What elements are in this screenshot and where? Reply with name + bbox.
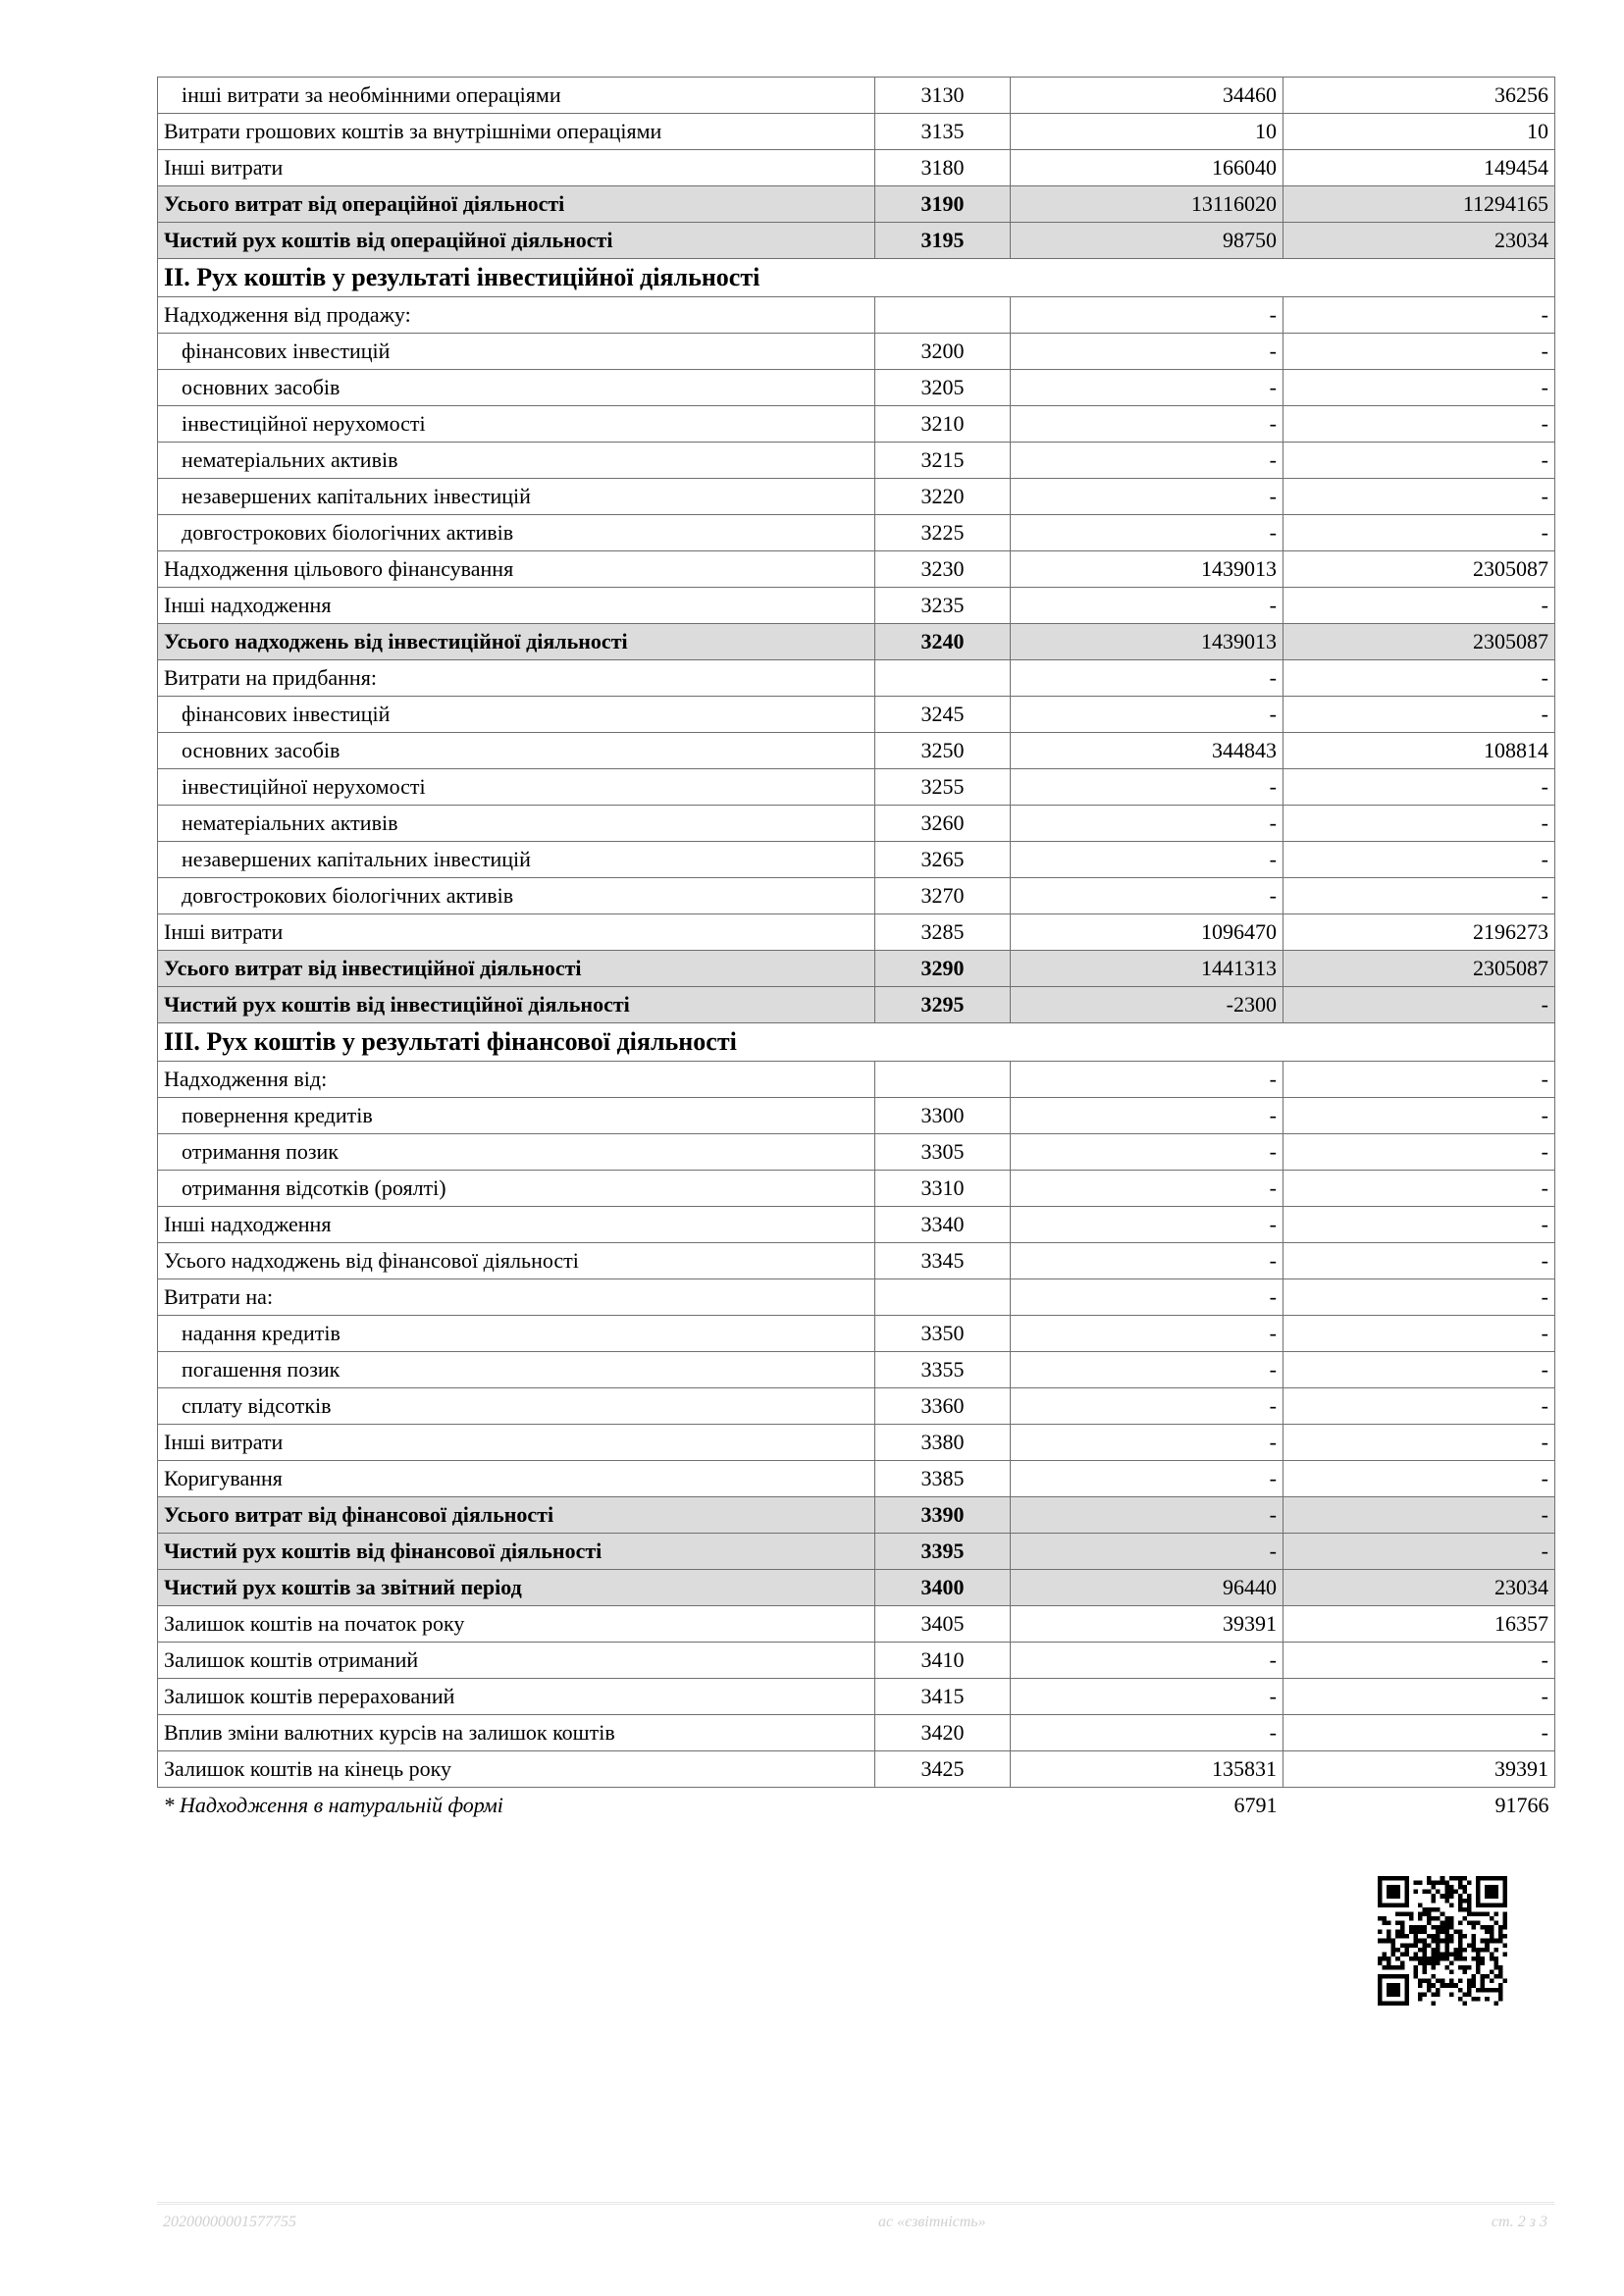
value-previous-period: - bbox=[1283, 1207, 1555, 1243]
value-current-period: -2300 bbox=[1011, 987, 1283, 1023]
footnote-value-previous: 91766 bbox=[1494, 1793, 1549, 1817]
value-current-period: 1439013 bbox=[1011, 551, 1283, 588]
footer-divider bbox=[157, 2202, 1554, 2205]
value-previous-period: - bbox=[1283, 806, 1555, 842]
table-row bbox=[158, 551, 1555, 588]
row-code: 3210 bbox=[875, 406, 1011, 443]
row-label: Інші надходження bbox=[158, 1207, 875, 1243]
value-previous-period: - bbox=[1283, 334, 1555, 370]
value-current-period: - bbox=[1011, 1534, 1283, 1570]
value-current-period: - bbox=[1011, 660, 1283, 697]
row-code: 3240 bbox=[875, 624, 1011, 660]
row-label: Надходження від продажу: bbox=[158, 297, 875, 334]
document-id: 20200000001577755 bbox=[163, 2214, 296, 2230]
value-current-period: - bbox=[1011, 1316, 1283, 1352]
row-code: 3200 bbox=[875, 334, 1011, 370]
row-label: погашення позик bbox=[158, 1352, 875, 1388]
table-row bbox=[158, 588, 1555, 624]
row-label: незавершених капітальних інвестицій bbox=[158, 479, 875, 515]
table-row bbox=[158, 1243, 1555, 1279]
table-row bbox=[158, 114, 1555, 150]
row-label: нематеріальних активів bbox=[158, 443, 875, 479]
row-code: 3245 bbox=[875, 697, 1011, 733]
row-label: інвестиційної нерухомості bbox=[158, 769, 875, 806]
row-code: 3255 bbox=[875, 769, 1011, 806]
row-code: 3395 bbox=[875, 1534, 1011, 1570]
row-code: 3300 bbox=[875, 1098, 1011, 1134]
row-label: Інші витрати bbox=[158, 1425, 875, 1461]
value-current-period: - bbox=[1011, 443, 1283, 479]
table-row bbox=[158, 1497, 1555, 1534]
row-label: Вплив зміни валютних курсів на залишок коштів bbox=[158, 1715, 875, 1751]
value-current-period: - bbox=[1011, 1207, 1283, 1243]
row-code: 3205 bbox=[875, 370, 1011, 406]
value-current-period: - bbox=[1011, 1643, 1283, 1679]
table-row bbox=[158, 297, 1555, 334]
table-row bbox=[158, 150, 1555, 186]
row-label: Інші витрати bbox=[158, 914, 875, 951]
value-previous-period: - bbox=[1283, 987, 1555, 1023]
table-row bbox=[158, 1643, 1555, 1679]
value-current-period: 1439013 bbox=[1011, 624, 1283, 660]
table-row bbox=[158, 842, 1555, 878]
row-label: основних засобів bbox=[158, 733, 875, 769]
row-code: 3400 bbox=[875, 1570, 1011, 1606]
table-row bbox=[158, 987, 1555, 1023]
value-previous-period: - bbox=[1283, 1243, 1555, 1279]
row-label: Коригування bbox=[158, 1461, 875, 1497]
table-row bbox=[158, 1751, 1555, 1788]
row-code: 3350 bbox=[875, 1316, 1011, 1352]
row-code: 3360 bbox=[875, 1388, 1011, 1425]
value-previous-period: - bbox=[1283, 406, 1555, 443]
value-previous-period: - bbox=[1283, 1316, 1555, 1352]
value-previous-period: - bbox=[1283, 370, 1555, 406]
row-code: 3260 bbox=[875, 806, 1011, 842]
row-label: Надходження цільового фінансування bbox=[158, 551, 875, 588]
value-previous-period: - bbox=[1283, 1171, 1555, 1207]
table-row bbox=[158, 515, 1555, 551]
row-code bbox=[875, 660, 1011, 697]
row-code bbox=[875, 1279, 1011, 1316]
value-previous-period: - bbox=[1283, 697, 1555, 733]
value-previous-period: - bbox=[1283, 1098, 1555, 1134]
table-row bbox=[158, 1316, 1555, 1352]
value-current-period: - bbox=[1011, 406, 1283, 443]
row-code: 3190 bbox=[875, 186, 1011, 223]
value-current-period: 98750 bbox=[1011, 223, 1283, 259]
value-current-period: - bbox=[1011, 1352, 1283, 1388]
section-title: II. Рух коштів у результаті інвестиційної діяльності bbox=[158, 259, 1555, 297]
value-previous-period: - bbox=[1283, 769, 1555, 806]
row-code: 3420 bbox=[875, 1715, 1011, 1751]
value-previous-period: 23034 bbox=[1283, 223, 1555, 259]
value-current-period: - bbox=[1011, 1388, 1283, 1425]
row-code: 3270 bbox=[875, 878, 1011, 914]
row-label: основних засобів bbox=[158, 370, 875, 406]
value-current-period: 1441313 bbox=[1011, 951, 1283, 987]
row-code: 3380 bbox=[875, 1425, 1011, 1461]
table-row bbox=[158, 1715, 1555, 1751]
value-previous-period: - bbox=[1283, 1388, 1555, 1425]
table-row bbox=[158, 951, 1555, 987]
footnote-value-current: 6791 bbox=[1233, 1793, 1278, 1817]
row-code: 3425 bbox=[875, 1751, 1011, 1788]
value-current-period: 39391 bbox=[1011, 1606, 1283, 1643]
section-heading-row bbox=[158, 259, 1555, 297]
row-label: інвестиційної нерухомості bbox=[158, 406, 875, 443]
table-row bbox=[158, 1279, 1555, 1316]
row-label: Усього надходжень від фінансової діяльності bbox=[158, 1243, 875, 1279]
value-current-period: - bbox=[1011, 806, 1283, 842]
row-code: 3250 bbox=[875, 733, 1011, 769]
value-current-period: 344843 bbox=[1011, 733, 1283, 769]
value-previous-period: 16357 bbox=[1283, 1606, 1555, 1643]
value-current-period: - bbox=[1011, 1497, 1283, 1534]
row-code: 3135 bbox=[875, 114, 1011, 150]
row-label: Чистий рух коштів від операційної діяльності bbox=[158, 223, 875, 259]
table-row bbox=[158, 806, 1555, 842]
table-row bbox=[158, 660, 1555, 697]
table-row bbox=[158, 479, 1555, 515]
value-current-period: 10 bbox=[1011, 114, 1283, 150]
table-row bbox=[158, 1207, 1555, 1243]
qr-code-icon bbox=[1378, 1876, 1507, 2006]
value-current-period: - bbox=[1011, 334, 1283, 370]
table-row bbox=[158, 223, 1555, 259]
row-label: Чистий рух коштів від фінансової діяльності bbox=[158, 1534, 875, 1570]
table-row bbox=[158, 334, 1555, 370]
value-current-period: 166040 bbox=[1011, 150, 1283, 186]
value-previous-period: 23034 bbox=[1283, 1570, 1555, 1606]
row-code: 3290 bbox=[875, 951, 1011, 987]
table-row bbox=[158, 1461, 1555, 1497]
value-previous-period: 2305087 bbox=[1283, 551, 1555, 588]
value-current-period: - bbox=[1011, 1243, 1283, 1279]
row-code: 3225 bbox=[875, 515, 1011, 551]
cash-flow-table-body bbox=[158, 78, 1555, 1824]
table-row bbox=[158, 1570, 1555, 1606]
row-label: повернення кредитів bbox=[158, 1098, 875, 1134]
value-previous-period: - bbox=[1283, 660, 1555, 697]
row-label: Усього надходжень від інвестиційної діяльності bbox=[158, 624, 875, 660]
value-previous-period: - bbox=[1283, 878, 1555, 914]
row-label: Залишок коштів на кінець року bbox=[158, 1751, 875, 1788]
row-code: 3215 bbox=[875, 443, 1011, 479]
value-current-period: 96440 bbox=[1011, 1570, 1283, 1606]
value-previous-period: - bbox=[1283, 1352, 1555, 1388]
value-current-period: - bbox=[1011, 370, 1283, 406]
value-previous-period: - bbox=[1283, 1715, 1555, 1751]
table-row bbox=[158, 370, 1555, 406]
value-current-period: - bbox=[1011, 1461, 1283, 1497]
value-current-period: - bbox=[1011, 515, 1283, 551]
footnote-label: * Надходження в натуральній формі bbox=[163, 1793, 503, 1817]
value-current-period: - bbox=[1011, 697, 1283, 733]
table-row bbox=[158, 1425, 1555, 1461]
row-label: Інші надходження bbox=[158, 588, 875, 624]
section-heading-row bbox=[158, 1023, 1555, 1062]
row-code: 3180 bbox=[875, 150, 1011, 186]
value-previous-period: - bbox=[1283, 1643, 1555, 1679]
value-previous-period: - bbox=[1283, 1425, 1555, 1461]
row-label: інші витрати за необмінними операціями bbox=[158, 78, 875, 114]
value-previous-period: - bbox=[1283, 1279, 1555, 1316]
value-previous-period: - bbox=[1283, 588, 1555, 624]
row-code: 3355 bbox=[875, 1352, 1011, 1388]
table-row bbox=[158, 1062, 1555, 1098]
page-number: ст. 2 з 3 bbox=[1491, 2214, 1547, 2230]
value-previous-period: - bbox=[1283, 297, 1555, 334]
row-code: 3415 bbox=[875, 1679, 1011, 1715]
value-previous-period: 2305087 bbox=[1283, 951, 1555, 987]
cash-flow-table bbox=[157, 77, 1555, 1823]
value-previous-period: - bbox=[1283, 1134, 1555, 1171]
value-previous-period: 149454 bbox=[1283, 150, 1555, 186]
row-label: фінансових інвестицій bbox=[158, 697, 875, 733]
value-previous-period: 39391 bbox=[1283, 1751, 1555, 1788]
value-current-period: - bbox=[1011, 1279, 1283, 1316]
value-current-period: 135831 bbox=[1011, 1751, 1283, 1788]
row-label: отримання позик bbox=[158, 1134, 875, 1171]
value-previous-period: 11294165 bbox=[1283, 186, 1555, 223]
table-row bbox=[158, 878, 1555, 914]
row-label: Витрати на придбання: bbox=[158, 660, 875, 697]
row-code: 3310 bbox=[875, 1171, 1011, 1207]
row-label: сплату відсотків bbox=[158, 1388, 875, 1425]
value-previous-period: - bbox=[1283, 1461, 1555, 1497]
value-current-period: - bbox=[1011, 842, 1283, 878]
table-row bbox=[158, 1352, 1555, 1388]
value-previous-period: 2196273 bbox=[1283, 914, 1555, 951]
section-title: III. Рух коштів у результаті фінансової діяльності bbox=[158, 1023, 1555, 1062]
row-label: Усього витрат від фінансової діяльності bbox=[158, 1497, 875, 1534]
footnote-row bbox=[158, 1788, 1555, 1824]
value-current-period: - bbox=[1011, 1679, 1283, 1715]
row-label: Чистий рух коштів за звітний період bbox=[158, 1570, 875, 1606]
row-code: 3410 bbox=[875, 1643, 1011, 1679]
row-code bbox=[875, 297, 1011, 334]
value-previous-period: - bbox=[1283, 1062, 1555, 1098]
value-previous-period: 2305087 bbox=[1283, 624, 1555, 660]
row-label: Витрати грошових коштів за внутрішніми операціями bbox=[158, 114, 875, 150]
value-current-period: - bbox=[1011, 297, 1283, 334]
value-current-period: - bbox=[1011, 1098, 1283, 1134]
value-current-period: - bbox=[1011, 769, 1283, 806]
row-code: 3385 bbox=[875, 1461, 1011, 1497]
value-current-period: - bbox=[1011, 1715, 1283, 1751]
row-code bbox=[875, 1062, 1011, 1098]
table-row bbox=[158, 914, 1555, 951]
table-row bbox=[158, 624, 1555, 660]
row-label: Залишок коштів отриманий bbox=[158, 1643, 875, 1679]
row-code: 3130 bbox=[875, 78, 1011, 114]
row-code: 3220 bbox=[875, 479, 1011, 515]
row-code: 3230 bbox=[875, 551, 1011, 588]
row-label: отримання відсотків (роялті) bbox=[158, 1171, 875, 1207]
value-previous-period: 108814 bbox=[1283, 733, 1555, 769]
system-name: ас «єзвітність» bbox=[878, 2214, 986, 2230]
value-previous-period: - bbox=[1283, 479, 1555, 515]
table-row bbox=[158, 1388, 1555, 1425]
row-label: надання кредитів bbox=[158, 1316, 875, 1352]
value-current-period: 13116020 bbox=[1011, 186, 1283, 223]
value-current-period: - bbox=[1011, 479, 1283, 515]
value-current-period: 1096470 bbox=[1011, 914, 1283, 951]
table-row bbox=[158, 769, 1555, 806]
value-current-period: 34460 bbox=[1011, 78, 1283, 114]
row-label: Залишок коштів перерахований bbox=[158, 1679, 875, 1715]
row-label: довгострокових біологічних активів bbox=[158, 878, 875, 914]
row-label: довгострокових біологічних активів bbox=[158, 515, 875, 551]
row-label: Надходження від: bbox=[158, 1062, 875, 1098]
table-row bbox=[158, 1534, 1555, 1570]
table-row bbox=[158, 1171, 1555, 1207]
table-row bbox=[158, 186, 1555, 223]
value-previous-period: - bbox=[1283, 842, 1555, 878]
value-current-period: - bbox=[1011, 1134, 1283, 1171]
row-label: Залишок коштів на початок року bbox=[158, 1606, 875, 1643]
table-row bbox=[158, 1098, 1555, 1134]
table-row bbox=[158, 78, 1555, 114]
row-label: Витрати на: bbox=[158, 1279, 875, 1316]
table-row bbox=[158, 406, 1555, 443]
value-previous-period: - bbox=[1283, 515, 1555, 551]
footnote-code bbox=[875, 1788, 1011, 1824]
row-code: 3265 bbox=[875, 842, 1011, 878]
value-previous-period: 10 bbox=[1283, 114, 1555, 150]
row-code: 3295 bbox=[875, 987, 1011, 1023]
value-current-period: - bbox=[1011, 878, 1283, 914]
row-label: Усього витрат від інвестиційної діяльності bbox=[158, 951, 875, 987]
row-label: фінансових інвестицій bbox=[158, 334, 875, 370]
row-code: 3195 bbox=[875, 223, 1011, 259]
row-code: 3390 bbox=[875, 1497, 1011, 1534]
row-label: Чистий рух коштів від інвестиційної діяльності bbox=[158, 987, 875, 1023]
table-row bbox=[158, 697, 1555, 733]
table-row bbox=[158, 1679, 1555, 1715]
table-row bbox=[158, 1134, 1555, 1171]
row-label: незавершених капітальних інвестицій bbox=[158, 842, 875, 878]
value-previous-period: 36256 bbox=[1283, 78, 1555, 114]
row-label: Усього витрат від операційної діяльності bbox=[158, 186, 875, 223]
value-current-period: - bbox=[1011, 1062, 1283, 1098]
table-row bbox=[158, 443, 1555, 479]
row-label: Інші витрати bbox=[158, 150, 875, 186]
row-code: 3235 bbox=[875, 588, 1011, 624]
value-previous-period: - bbox=[1283, 1679, 1555, 1715]
value-previous-period: - bbox=[1283, 1534, 1555, 1570]
value-current-period: - bbox=[1011, 588, 1283, 624]
row-code: 3405 bbox=[875, 1606, 1011, 1643]
table-row bbox=[158, 733, 1555, 769]
row-label: нематеріальних активів bbox=[158, 806, 875, 842]
row-code: 3285 bbox=[875, 914, 1011, 951]
value-current-period: - bbox=[1011, 1171, 1283, 1207]
value-previous-period: - bbox=[1283, 1497, 1555, 1534]
table-row bbox=[158, 1606, 1555, 1643]
value-current-period: - bbox=[1011, 1425, 1283, 1461]
row-code: 3305 bbox=[875, 1134, 1011, 1171]
row-code: 3345 bbox=[875, 1243, 1011, 1279]
value-previous-period: - bbox=[1283, 443, 1555, 479]
row-code: 3340 bbox=[875, 1207, 1011, 1243]
